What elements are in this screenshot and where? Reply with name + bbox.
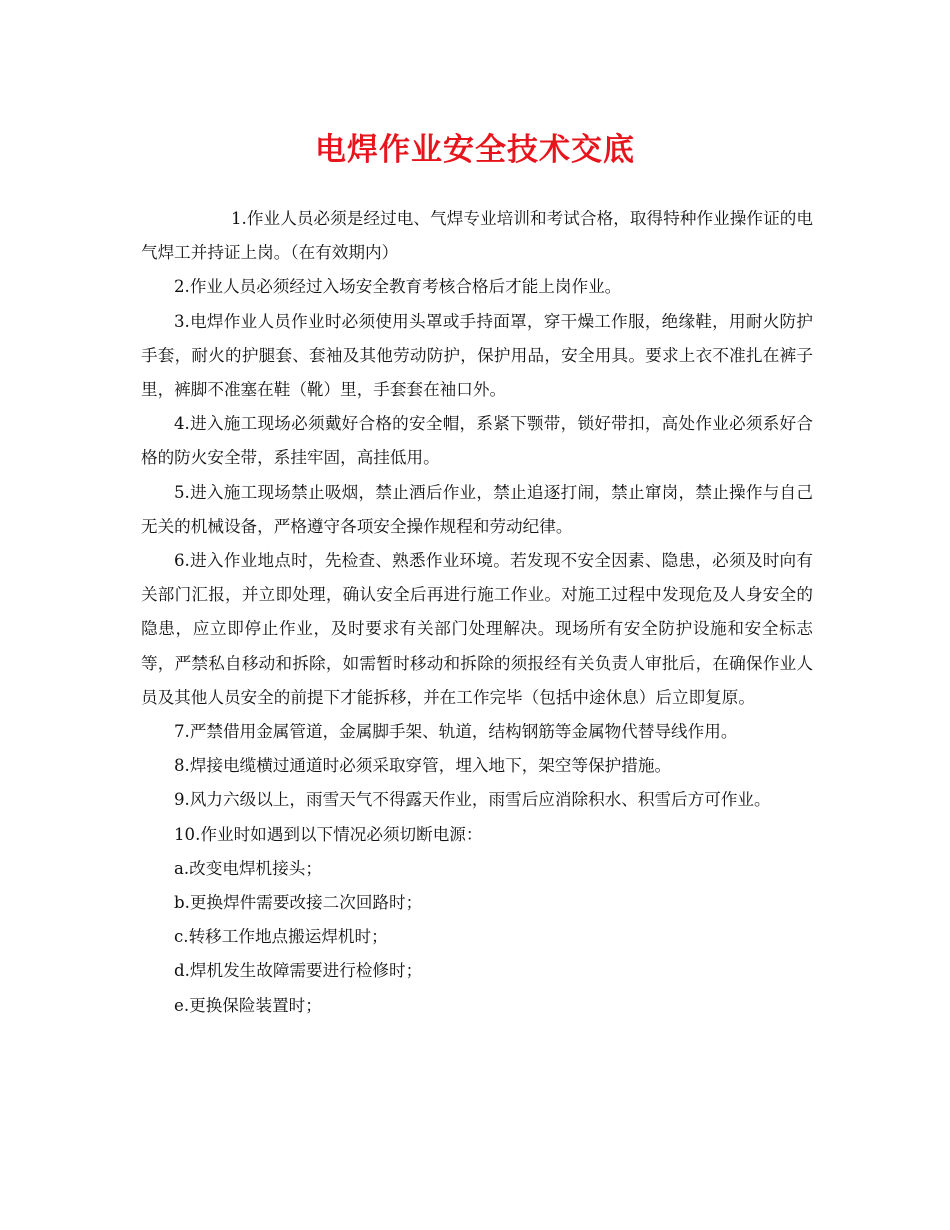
paragraph-9: 9.风力六级以上，雨雪天气不得露天作业，雨雪后应消除积水、积雪后方可作业。 (174, 790, 771, 810)
paragraph-3: 3.电焊作业人员作业时必须使用头罩或手持面罩，穿干燥工作服，绝缘鞋，用耐火防护手套，耐火的护腿套、套袖及其他劳动防护，保护用品，安全用具。要求上衣不准扎在裤子里，裤脚不准塞在鞋（靴）里，手套套在袖口外。 (141, 311, 813, 400)
list-item-c: c.转移工作地点搬运焊机时； (174, 927, 388, 947)
document-body (141, 202, 813, 1023)
paragraph-7: 7.严禁借用金属管道，金属脚手架、轨道，结构钢筋等金属物代替导线作用。 (174, 722, 738, 742)
list-item-e: e.更换保险装置时； (174, 995, 322, 1015)
list-item-a: a.改变电焊机接头； (174, 858, 322, 878)
paragraph-8: 8.焊接电缆横过通道时必须采取穿管，埋入地下，架空等保护措施。 (174, 756, 672, 776)
paragraph-4: 4.进入施工现场必须戴好合格的安全帽，系紧下颚带，锁好带扣，高处作业必须系好合格的防火安全带，系挂牢固，高挂低用。 (141, 414, 813, 468)
paragraph-1: 1.作业人员必须是经过电、气焊专业培训和考试合格，取得特种作业操作证的电气焊工并持证上岗。（在有效期内） (141, 209, 813, 263)
paragraph-5: 5.进入施工现场禁止吸烟，禁止酒后作业，禁止追逐打闹，禁止窜岗，禁止操作与自己无关的机械设备，严格遵守各项安全操作规程和劳动纪律。 (141, 482, 813, 536)
paragraph-6: 6.进入作业地点时，先检查、熟悉作业环境。若发现不安全因素、隐患，必须及时向有关部门汇报，并立即处理，确认安全后再进行施工作业。对施工过程中发现危及人身安全的隐患，应立即停止作业，及时要求有关部门处理解决。现场所有安全防护设施和安全标志等，严禁私自移动和拆除，如需暂时移动和拆除的须报经有关负责人审批后，在确保作业人员及其他人员安全的前提下才能拆移，并在工作完毕（包括中途休息）后立即复原。 (141, 551, 813, 707)
paragraph-2: 2.作业人员必须经过入场安全教育考核合格后才能上岗作业。 (174, 277, 622, 297)
document-title: 电焊作业安全技术交底 (315, 132, 635, 168)
list-item-d: d.焊机发生故障需要进行检修时； (174, 961, 423, 981)
list-item-b: b.更换焊件需要改接二次回路时； (174, 893, 423, 913)
paragraph-10: 10.作业时如遇到以下情况必须切断电源： (174, 824, 483, 844)
